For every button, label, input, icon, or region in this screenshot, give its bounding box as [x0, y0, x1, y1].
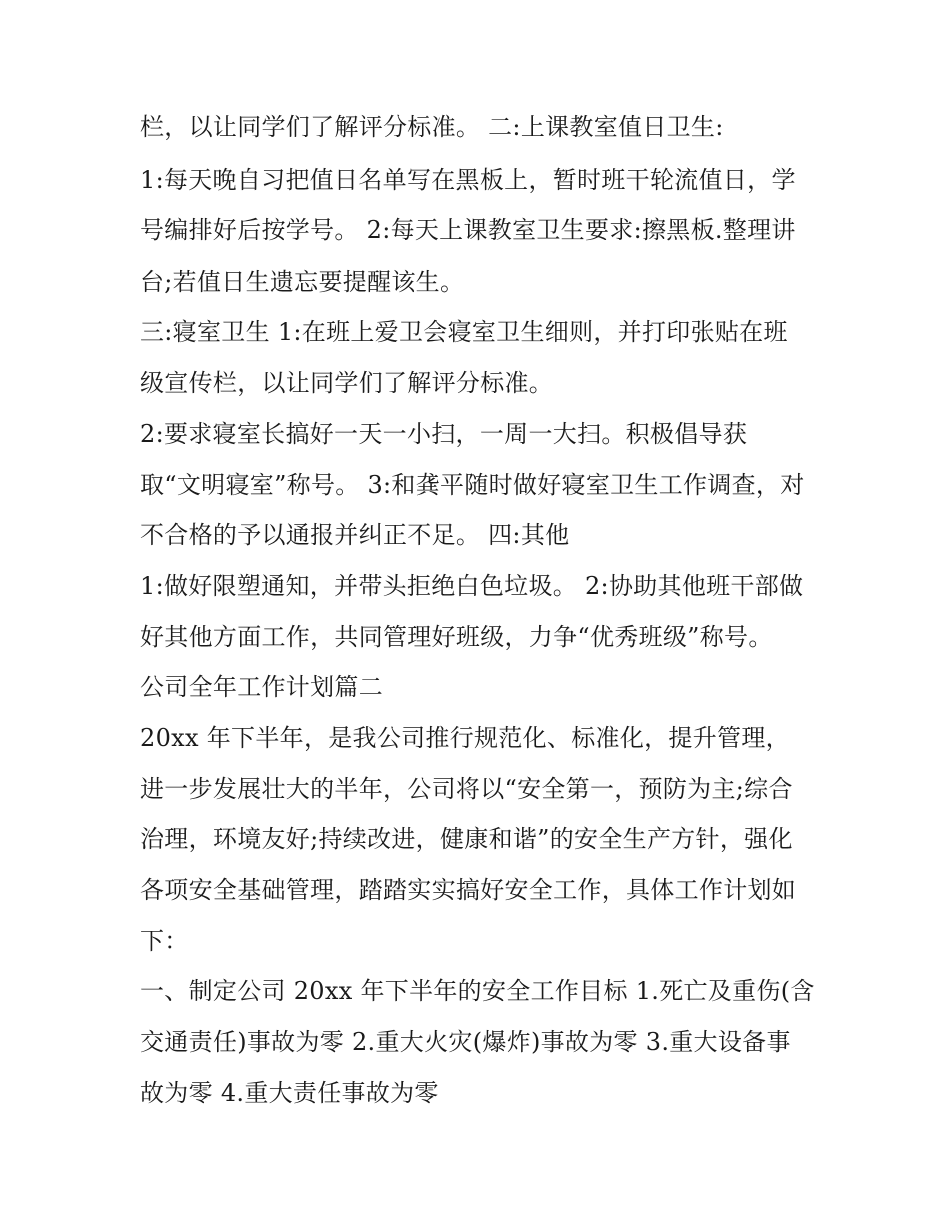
text-line: 下：	[140, 927, 189, 955]
text-line: 治理，环境友好;持续改进，健康和谐”的安全生产方针，强化	[140, 825, 793, 853]
text-line: 1:做好限塑通知，并带头拒绝白色垃圾。 2:协助其他班干部做	[140, 572, 804, 600]
text-line: 号编排好后按学号。 2:每天上课教室卫生要求:擦黑板.整理讲	[140, 216, 796, 244]
section-heading: 公司全年工作计划篇二	[140, 673, 383, 701]
text-line: 台;若值日生遗忘要提醒该生。	[140, 268, 465, 296]
text-line: 20xx 年下半年，是我公司推行规范化、标准化，提升管理，	[140, 724, 790, 752]
text-line: 进一步发展壮大的半年，公司将以“安全第一，预防为主;综合	[140, 775, 793, 803]
text-line: 好其他方面工作，共同管理好班级，力争“优秀班级”称号。	[140, 623, 773, 651]
text-line: 级宣传栏，以让同学们了解评分标准。	[140, 369, 554, 397]
text-line: 2:要求寝室长搞好一天一小扫，一周一大扫。积极倡导获	[140, 420, 748, 448]
text-line: 1:每天晚自习把值日名单写在黑板上，暂时班干轮流值日，学	[140, 166, 796, 194]
text-line: 栏，以让同学们了解评分标准。 二:上课教室值日卫生:	[140, 113, 724, 141]
text-line: 一、制定公司 20xx 年下半年的安全工作目标 1.死亡及重伤(含	[140, 977, 815, 1005]
text-line: 交通责任)事故为零 2.重大火灾(爆炸)事故为零 3.重大设备事	[140, 1028, 791, 1056]
text-line: 取“文明寝室”称号。 3:和龚平随时做好寝室卫生工作调查，对	[140, 471, 805, 499]
text-line: 三:寝室卫生 1:在班上爱卫会寝室卫生细则，并打印张贴在班	[140, 318, 788, 346]
text-line: 故为零 4.重大责任事故为零	[140, 1079, 439, 1107]
text-line: 各项安全基础管理，踏踏实实搞好安全工作，具体工作计划如	[140, 876, 797, 904]
text-line: 不合格的予以通报并纠正不足。 四:其他	[140, 521, 570, 549]
